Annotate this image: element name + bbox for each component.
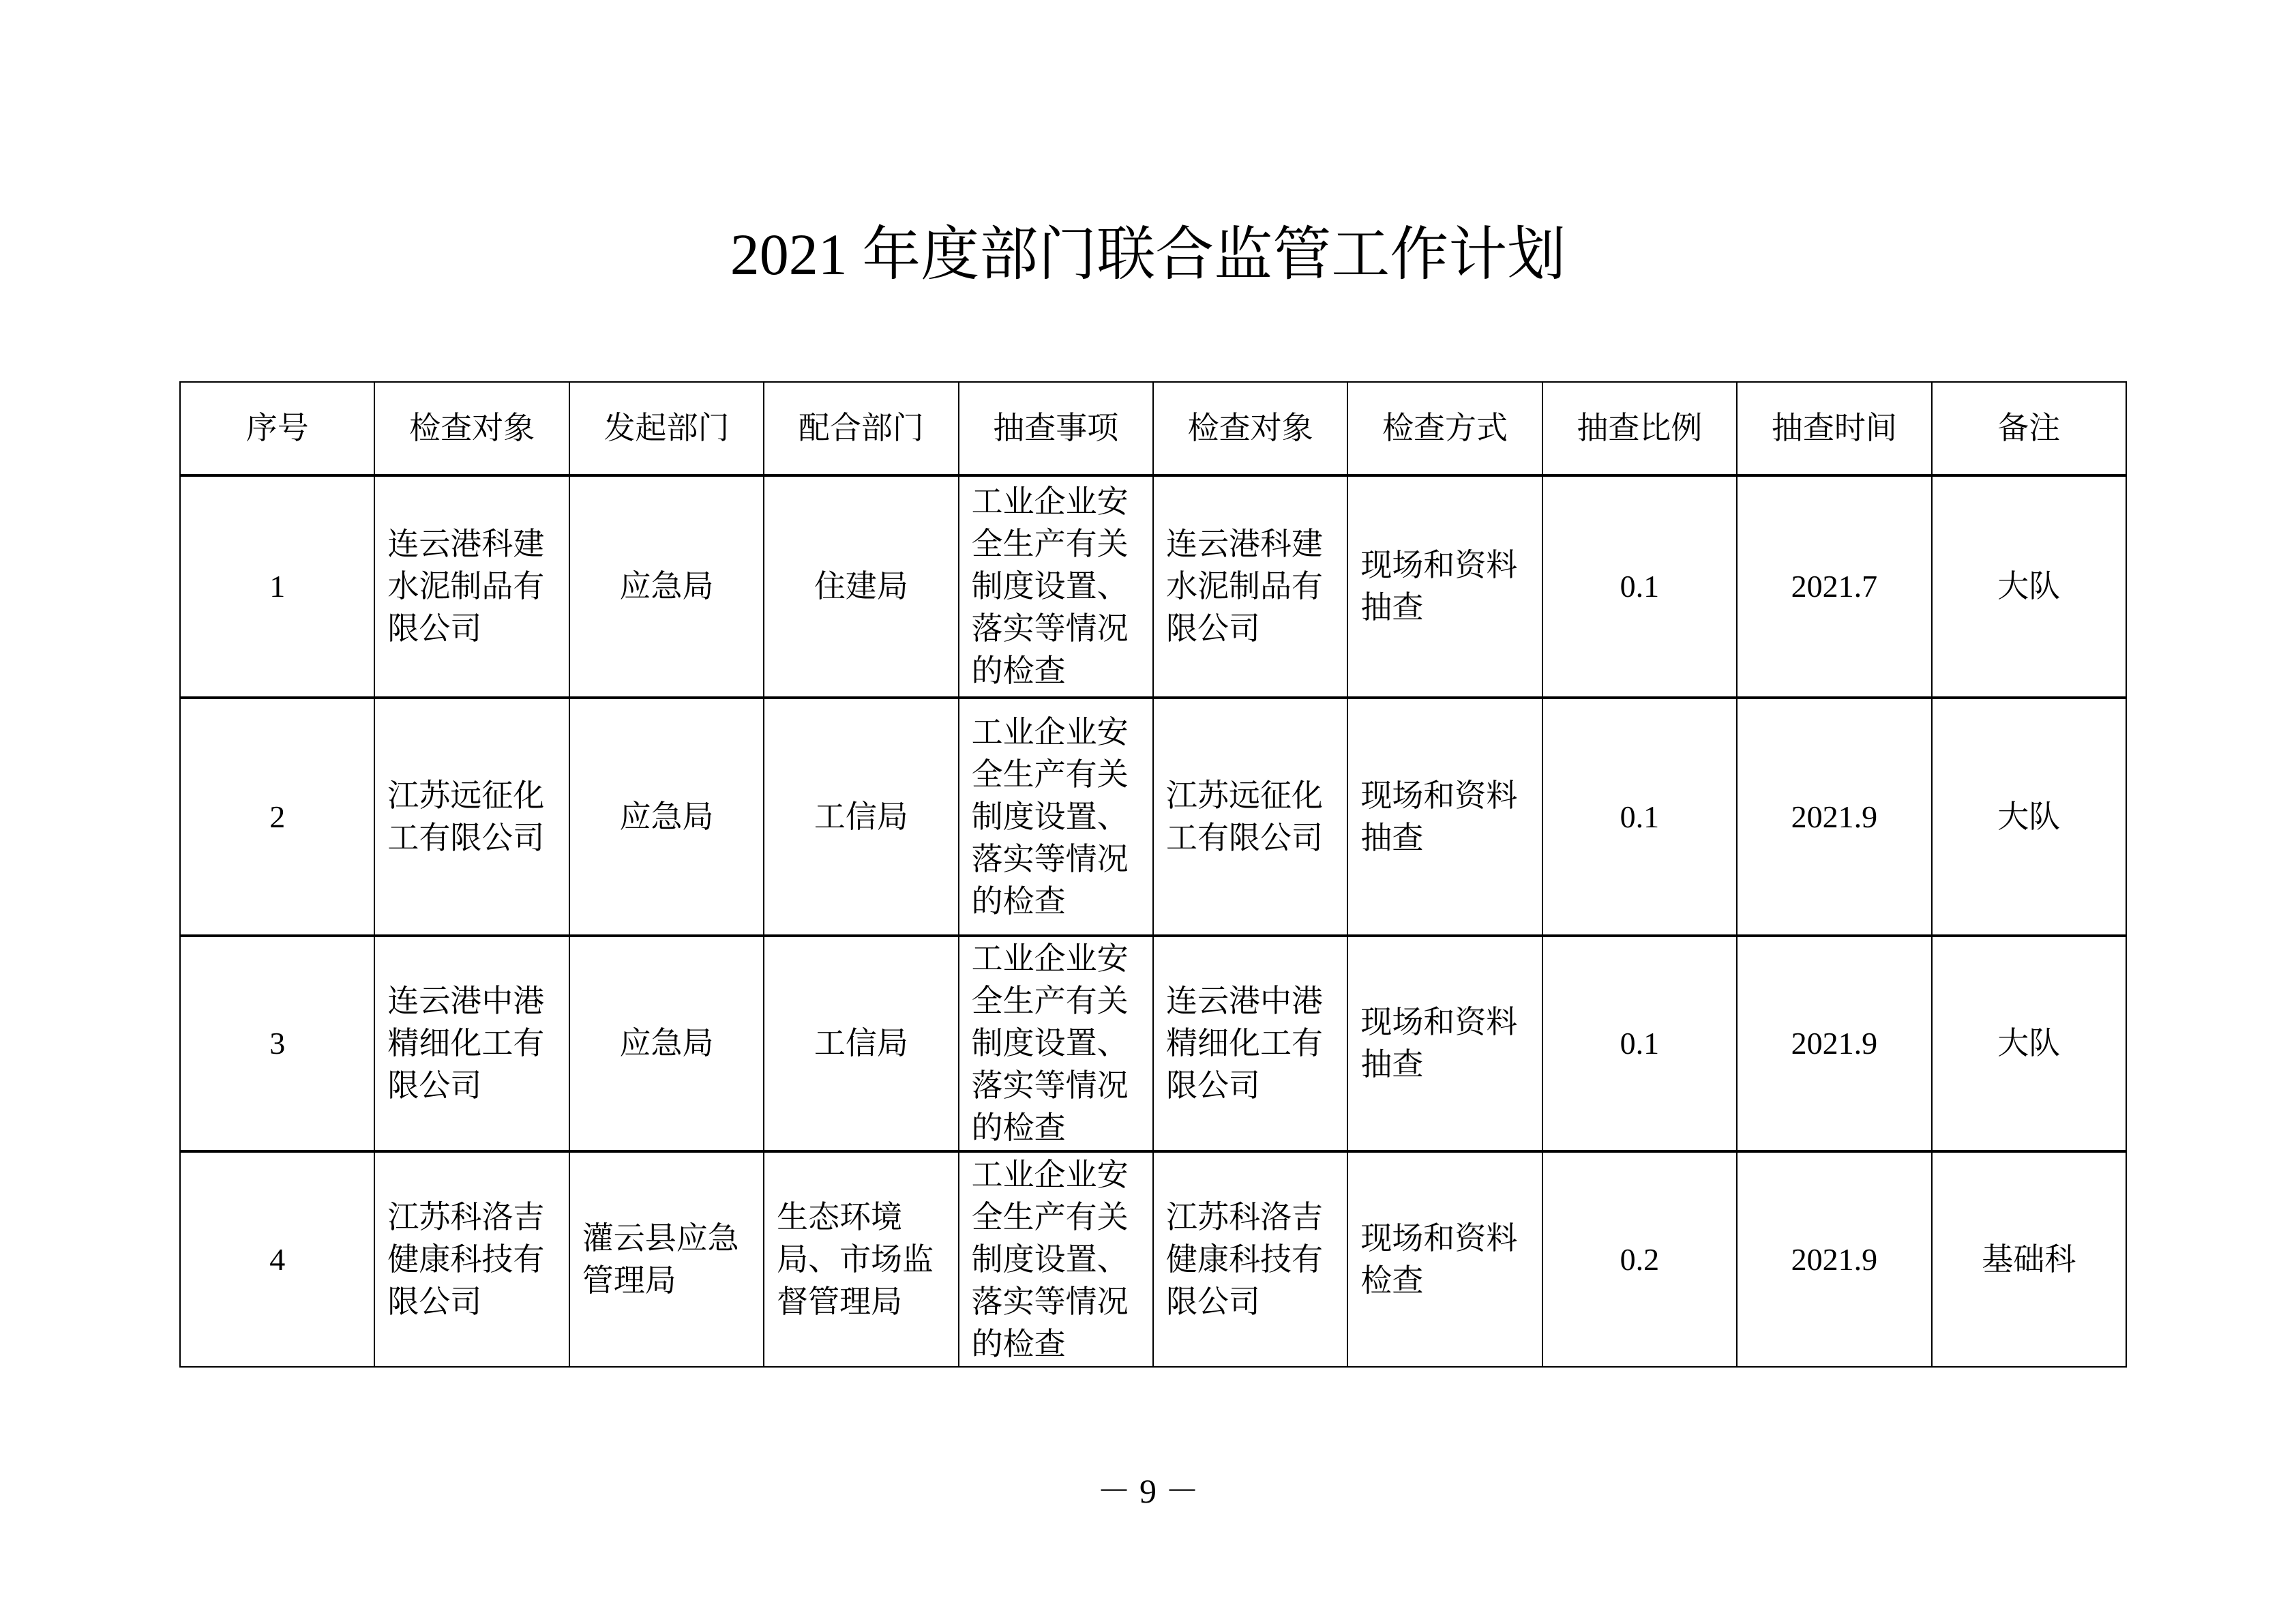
cell-text: 2021.9 (1791, 799, 1878, 834)
cell-text: 大队 (1997, 569, 2061, 604)
table-cell (1153, 936, 1347, 1151)
table-cell (764, 1151, 958, 1367)
cell-text: 应急局 (619, 799, 714, 834)
table-cell (1347, 1151, 1542, 1367)
table-cell (1153, 475, 1347, 698)
cell-text: 工业企业安全生产有关制度设置、落实等情况的检查 (971, 714, 1129, 919)
column-header: 检查方式 (1347, 382, 1542, 475)
table-header-row (180, 382, 2126, 475)
table-cell (180, 698, 374, 936)
table-cell (569, 475, 764, 698)
column-header: 检查对象 (1153, 382, 1347, 475)
cell-text: 现场和资料抽查 (1360, 548, 1518, 625)
table-cell (764, 698, 958, 936)
table-cell (1737, 1151, 1931, 1367)
column-header: 备注 (1932, 382, 2126, 475)
table-cell (569, 698, 764, 936)
cell-text: 2021.7 (1791, 569, 1878, 604)
cell-text: 0.1 (1620, 799, 1660, 834)
cell-text: 1 (269, 569, 286, 604)
table-cell (1932, 936, 2126, 1151)
cell-text: 工业企业安全生产有关制度设置、落实等情况的检查 (971, 941, 1129, 1145)
cell-text: 应急局 (619, 569, 714, 604)
cell-text: 大队 (1997, 1026, 2061, 1061)
table-cell (374, 698, 569, 936)
table-row (180, 475, 2126, 698)
table-cell (959, 698, 1153, 936)
cell-text: 连云港科建水泥制品有限公司 (387, 527, 545, 646)
table-cell (1153, 1151, 1347, 1367)
table-cell (959, 475, 1153, 698)
table-cell (959, 936, 1153, 1151)
cell-text: 基础科 (1982, 1241, 2076, 1277)
cell-text: 0.1 (1620, 569, 1660, 604)
column-header: 抽查比例 (1542, 382, 1737, 475)
table-cell (764, 936, 958, 1151)
table-cell (1542, 698, 1737, 936)
cell-text: 4 (269, 1241, 286, 1277)
cell-text: 2 (269, 799, 286, 834)
cell-text: 灌云县应急管理局 (582, 1220, 739, 1298)
table-cell (1347, 698, 1542, 936)
table-cell (1542, 1151, 1737, 1367)
cell-text: 工信局 (814, 799, 908, 834)
table-cell (1347, 475, 1542, 698)
cell-text: 连云港中港精细化工有限公司 (387, 984, 545, 1103)
table-cell (1542, 936, 1737, 1151)
table-cell (1932, 1151, 2126, 1367)
table-cell (180, 1151, 374, 1367)
cell-text: 工信局 (814, 1026, 908, 1061)
cell-text: 工业企业安全生产有关制度设置、落实等情况的检查 (971, 484, 1129, 688)
column-header: 检查对象 (374, 382, 569, 475)
table-row (180, 936, 2126, 1151)
table-cell (1932, 475, 2126, 698)
cell-text: 江苏科洛吉健康科技有限公司 (387, 1199, 545, 1319)
cell-text: 连云港中港精细化工有限公司 (1165, 984, 1323, 1103)
page-number: － 9 － (1097, 1472, 1199, 1510)
table-cell (180, 936, 374, 1151)
table-cell (1542, 475, 1737, 698)
cell-text: 3 (269, 1026, 286, 1061)
cell-text: 连云港科建水泥制品有限公司 (1165, 527, 1323, 646)
cell-text: 现场和资料抽查 (1360, 1005, 1518, 1082)
cell-text: 0.1 (1620, 1026, 1660, 1061)
table-cell (374, 936, 569, 1151)
table-cell (1347, 936, 1542, 1151)
cell-text: 现场和资料抽查 (1360, 778, 1518, 855)
page-title: 2021 年度部门联合监管工作计划 (730, 222, 1566, 287)
column-header: 发起部门 (569, 382, 764, 475)
table-cell (1737, 475, 1931, 698)
supervision-plan-table (179, 381, 2127, 1368)
table-cell (374, 1151, 569, 1367)
cell-text: 应急局 (619, 1026, 714, 1061)
table-row (180, 1151, 2126, 1367)
column-header: 序号 (180, 382, 374, 475)
table-cell (180, 475, 374, 698)
column-header: 抽查时间 (1737, 382, 1931, 475)
table-cell (1153, 698, 1347, 936)
cell-text: 江苏远征化工有限公司 (387, 778, 545, 855)
table-cell (1737, 936, 1931, 1151)
cell-text: 大队 (1997, 799, 2061, 834)
cell-text: 2021.9 (1791, 1026, 1878, 1061)
table-cell (569, 936, 764, 1151)
table-row (180, 698, 2126, 936)
column-header: 配合部门 (764, 382, 958, 475)
table-cell (1737, 698, 1931, 936)
cell-text: 江苏科洛吉健康科技有限公司 (1165, 1199, 1323, 1319)
column-header: 抽查事项 (959, 382, 1153, 475)
table-cell (764, 475, 958, 698)
cell-text: 2021.9 (1791, 1241, 1878, 1277)
table-cell (1932, 698, 2126, 936)
cell-text: 住建局 (814, 569, 908, 604)
cell-text: 工业企业安全生产有关制度设置、落实等情况的检查 (971, 1157, 1129, 1361)
table-cell (569, 1151, 764, 1367)
cell-text: 生态环境局、市场监督管理局 (777, 1199, 934, 1319)
cell-text: 江苏远征化工有限公司 (1165, 778, 1323, 855)
table-cell (959, 1151, 1153, 1367)
cell-text: 0.2 (1620, 1241, 1660, 1277)
cell-text: 现场和资料检查 (1360, 1220, 1518, 1298)
table-cell (374, 475, 569, 698)
